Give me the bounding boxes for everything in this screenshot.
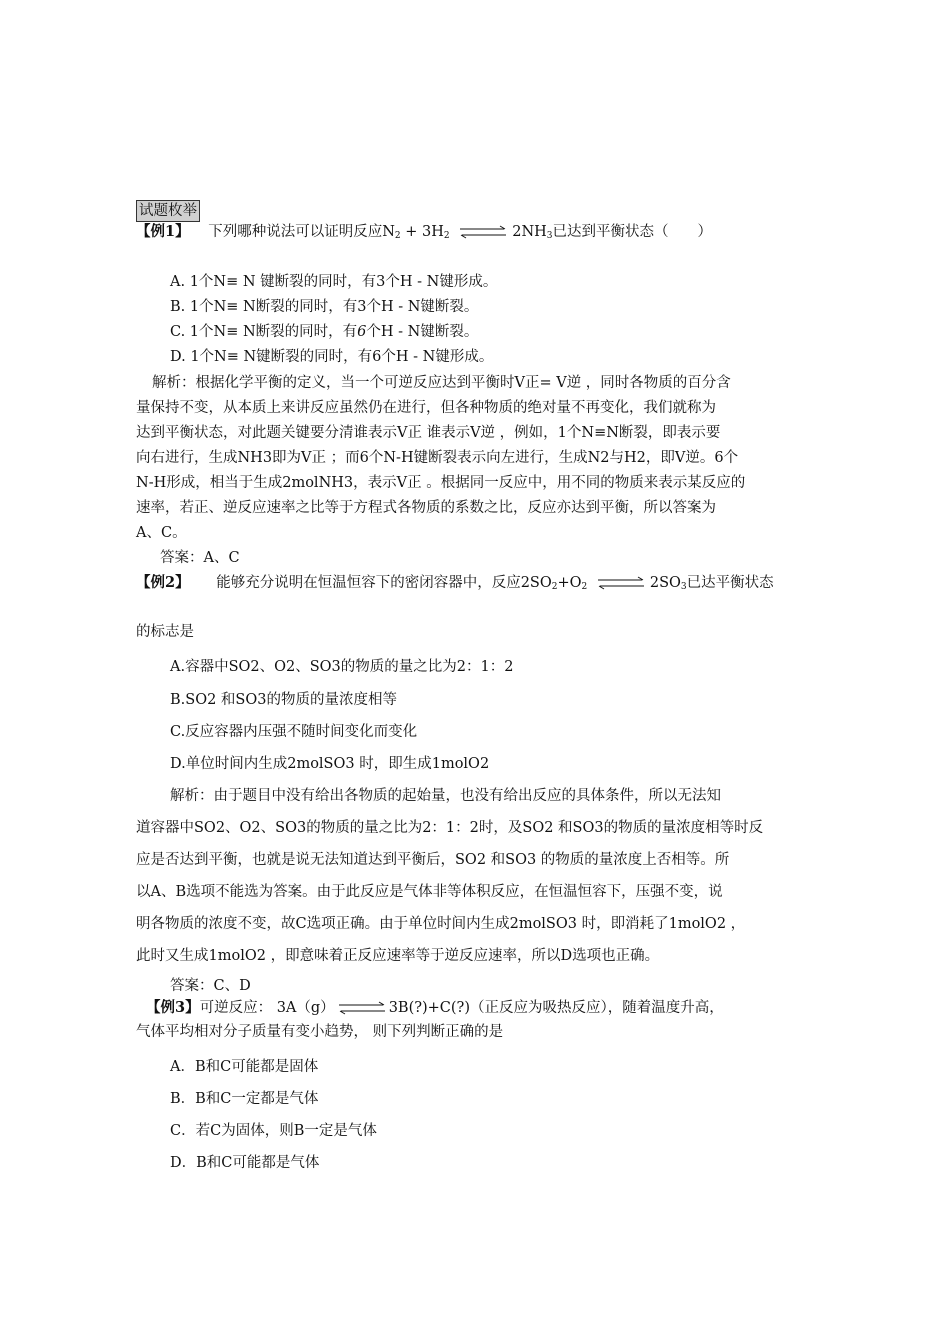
equilibrium-arrow-icon [596,576,646,590]
ex2-analysis-line: 应是否达到平衡，也就是说无法知道达到平衡后，SO2 和SO3 的物质的量浓度上否相等。所 [136,852,730,868]
ex2-analysis-line: 解析：由于题目中没有给出各物质的起始量，也没有给出反应的具体条件，所以无法知 [170,788,721,804]
ex2-answer: 答案：C、D [170,978,251,994]
ex2-analysis-line: 明各物质的浓度不变，故C选项正确。由于单位时间内生成2molSO3 时，即消耗了1molO2 ， [136,916,746,932]
ex1-option-d: D. 1个N≡ N键断裂的同时，有6个H - N键形成。 [170,349,494,365]
ex1-analysis-line: 解析：根据化学平衡的定义，当一个可逆反应达到平衡时V正= V逆 ，同时各物质的百分含 [152,375,731,391]
ex1-answer: 答案：A、C [160,550,240,566]
ex3-option-c: C．若C为固体，则B一定是气体 [170,1123,377,1139]
ex3-question: 【例3】可逆反应： 3A（g） 3B(?)+C(?)（正反应为吸热反应），随着温度升高， [146,999,724,1016]
ex2-option-c: C.反应容器内压强不随时间变化而变化 [170,724,418,740]
ex3-question-cont: 气体平均相对分子质量有变小趋势， 则下列判断正确的是 [136,1024,504,1040]
ex1-analysis-line: N-H形成，相当于生成2molNH3，表示V正 。根据同一反应中，用不同的物质来表示某反应的 [136,475,746,491]
ex1-tag: 【例1】 [136,223,190,240]
ex2-question-cont: 的标志是 [136,624,194,640]
ex2-analysis-line: 此时又生成1molO2 ，即意味着正反应速率等于逆反应速率，所以D选项也正确。 [136,948,660,964]
ex1-analysis-line: 达到平衡状态，对此题关键要分清谁表示V正 谁表示V逆 ，例如，1个N≡N断裂，即表示要 [136,425,721,441]
ex2-tag: 【例2】 [136,574,190,591]
equilibrium-arrow-icon [337,1001,387,1015]
ex3-option-a: A．B和C可能都是固体 [170,1059,319,1075]
section-title: 试题枚举 [136,200,200,222]
ex3-option-b: B．B和C一定都是气体 [170,1091,319,1107]
ex2-option-d: D.单位时间内生成2molSO3 时，即生成1molO2 [170,756,490,772]
ex1-option-b: B. 1个N≡ N断裂的同时，有3个H - N键断裂。 [170,299,479,315]
ex1-analysis-line: 向右进行，生成NH3即为V正 ；而6个N-H键断裂表示向左进行，生成N2与H2，即V逆。6个 [136,450,739,466]
ex1-analysis-line: 量保持不变，从本质上来讲反应虽然仍在进行，但各种物质的绝对量不再变化，我们就称为 [136,400,716,416]
ex1-question: 【例1】 下列哪种说法可以证明反应$N_2 + 3H_2$ $2NH_3$已达到平衡状态（ ） [136,223,713,241]
ex2-option-a: A.容器中SO2、O2、SO3的物质的量之比为2：1：2 [170,659,514,675]
ex1-analysis-line: A、C。 [136,525,187,541]
equilibrium-arrow-icon [458,225,508,239]
ex2-analysis-line: 以A、B选项不能选为答案。由于此反应是气体非等体积反应，在恒温恒容下，压强不变，说 [136,884,723,900]
ex3-tag: 【例3】 [146,999,200,1016]
ex1-option-c: C. 1个N≡ N断裂的同时，有6个H - N键断裂。 [170,324,479,340]
ex3-option-d: D．B和C可能都是气体 [170,1155,320,1171]
ex2-question: 【例2】 能够充分说明在恒温恒容下的密闭容器中，反应$2SO_2+O_2$ $2SO_3$已达平衡状态 [136,574,774,592]
ex1-option-a: A. 1个N≡ N 键断裂的同时，有3个H - N键形成。 [170,274,498,290]
ex1-analysis-line: 速率，若正、逆反应速率之比等于方程式各物质的系数之比，反应亦达到平衡，所以答案为 [136,500,716,516]
ex2-analysis-line: 道容器中SO2、O2、SO3的物质的量之比为2：1：2时，及SO2 和SO3的物质的量浓度相等时反 [136,820,764,836]
ex2-option-b: B.SO2 和SO3的物质的量浓度相等 [170,692,397,708]
